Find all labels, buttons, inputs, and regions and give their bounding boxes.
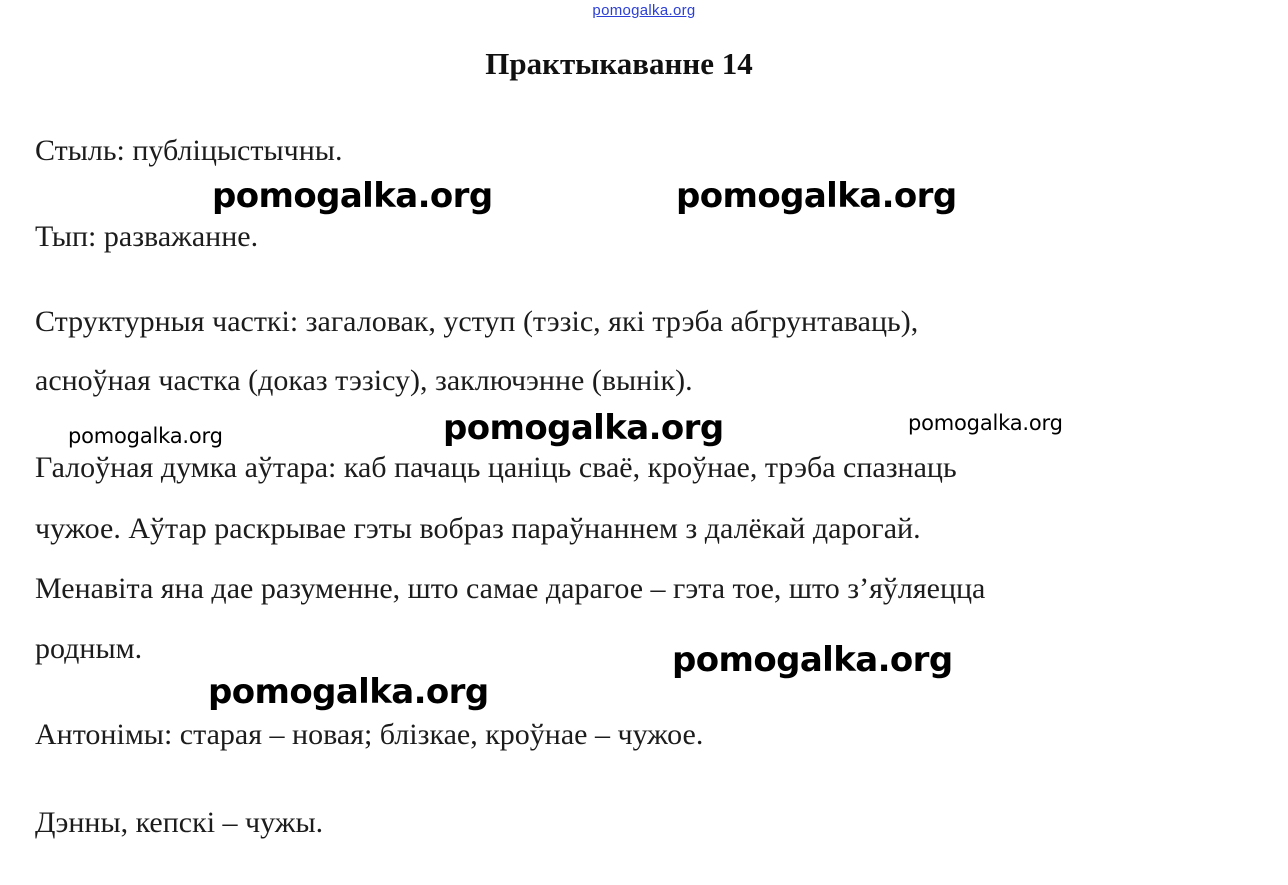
watermark: pomogalka.org	[68, 424, 223, 448]
page-title: Практыкаванне 14	[485, 46, 753, 81]
last-line: Дэнны, кепскі – чужы.	[35, 806, 324, 839]
structure-line-2: асноўная частка (доказ тэзісу), заключэнне (вынік).	[35, 364, 693, 397]
type-line: Тып: разважанне.	[35, 220, 259, 253]
watermark: pomogalka.org	[676, 176, 957, 216]
watermark: pomogalka.org	[208, 672, 489, 712]
style-line: Стыль: публіцыстычны.	[35, 134, 343, 167]
watermark: pomogalka.org	[212, 176, 493, 216]
site-link[interactable]: pomogalka.org	[592, 2, 696, 19]
idea-line-3: Менавіта яна дае разуменне, што самае дарагое – гэта тое, што з’яўляецца	[35, 572, 986, 605]
antonyms-line: Антонімы: старая – новая; блізкае, кроўнае – чужое.	[35, 718, 704, 751]
watermark: pomogalka.org	[908, 411, 1063, 435]
idea-line-2: чужое. Аўтар раскрывае гэты вобраз параўнаннем з далёкай дарогай.	[35, 512, 921, 545]
idea-line-1: Галоўная думка аўтара: каб пачаць цаніць сваё, кроўнае, трэба спазнаць	[35, 451, 957, 484]
idea-line-4: родным.	[35, 632, 143, 665]
watermark: pomogalka.org	[443, 408, 724, 448]
structure-line-1: Структурныя часткі: загаловак, уступ (тэзіс, які трэба абгрунтаваць),	[35, 305, 919, 338]
watermark: pomogalka.org	[672, 640, 953, 680]
